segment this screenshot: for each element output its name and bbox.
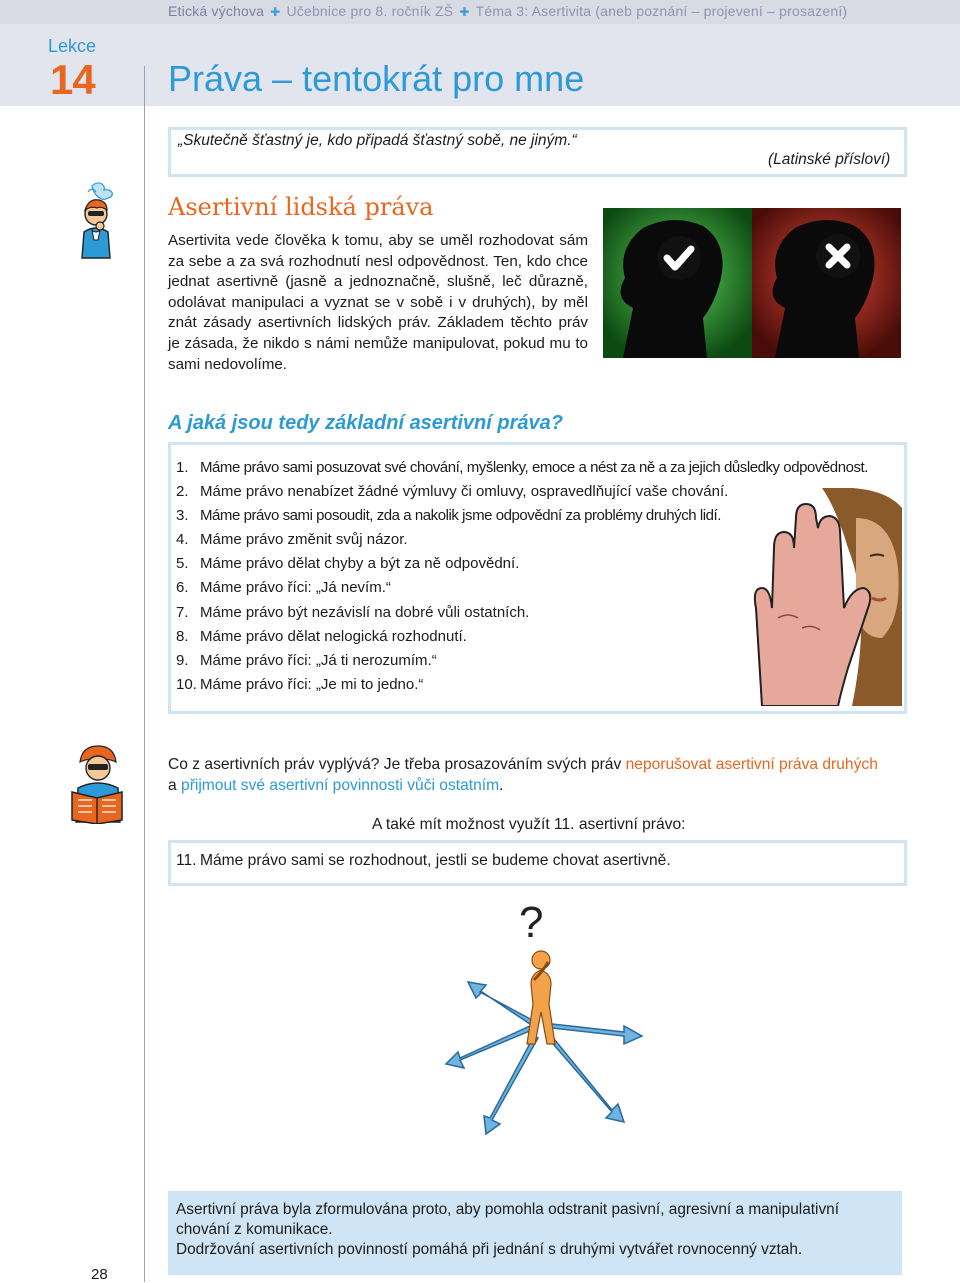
list-item: 3. Máme právo sami posoudit, zda a nakolik jsme odpovědní za problémy druhých lidí. xyxy=(176,507,721,525)
page-number: 28 xyxy=(91,1266,108,1283)
list-item: 9. Máme právo říci: „Já ti nerozumím.“ xyxy=(176,651,437,669)
stop-hand-image xyxy=(752,488,902,706)
section-title: Asertivní lidská práva xyxy=(168,193,434,221)
list-item: 2. Máme právo nenabízet žádné výmluvy či omluvy, ospravedlňující vaše chování. xyxy=(176,483,729,501)
consequences-text: Co z asertivních práv vyplývá? Je třeba prosazováním svých práv neporušovat asertivní práva druhých a přijmout své asertivní povinnosti vůči ostatním. xyxy=(168,756,878,794)
list-item: 10. Máme právo říci: „Je mi to jedno.“ xyxy=(176,675,424,693)
section-paragraph: Asertivita vede člověka k tomu, aby se uměl rozhodovat sám za sebe a za svá rozhodnutí nesl odpovědnost. Ten, kdo chce jednat asertivně (jasně a jednoznačně, slušně, leč důrazně, odolávat manipulaci a vyznat se v sobě i v druhých), by měl znát zásady asertivních lidských práv. Základem těchto práv je zásada, že nikdo s námi nemůže manipulovat, pokud mu to sami nedovolíme. xyxy=(168,232,588,373)
highlight-duties-others: neporušovat asertivní práva druhých xyxy=(625,756,878,773)
question-mark: ? xyxy=(519,898,544,947)
eleventh-right: 11. Máme právo sami se rozhodnout, jestli se budeme chovat asertivně. xyxy=(176,852,671,869)
choice-arrows-figure xyxy=(420,930,670,1140)
arrow-cross-icon: ✚ xyxy=(270,5,281,19)
lesson-number: 14 xyxy=(50,56,95,103)
margin-divider xyxy=(144,66,145,1282)
summary-text xyxy=(176,1200,896,1260)
eleventh-right-intro: A také mít možnost využít 11. asertivní právo: xyxy=(372,816,686,833)
highlight-own-duties: přijmout své asertivní povinnosti vůči ostatním xyxy=(181,777,500,794)
quote-text: „Skutečně šťastný je, kdo připadá šťastný sobě, ne jiným.“ xyxy=(178,132,577,149)
heads-check-cross-image xyxy=(603,208,901,358)
reading-boy-icon xyxy=(66,744,128,824)
quote-source: (Latinské přísloví) xyxy=(768,151,891,168)
list-item: 5. Máme právo dělat chyby a být za ně odpovědní. xyxy=(176,555,520,573)
list-item: 4. Máme právo změnit svůj názor. xyxy=(176,531,408,549)
summary-line-1: Asertivní práva byla zformulována proto, aby pomohla odstranit pasivní, agresivní a manipulativní chování z komunikace. xyxy=(176,1201,839,1238)
lesson-label: Lekce xyxy=(48,36,97,56)
breadcrumb-book: Učebnice pro 8. ročník ZŠ xyxy=(286,3,454,19)
list-item: 8. Máme právo dělat nelogická rozhodnutí. xyxy=(176,627,467,645)
rights-title: A jaká jsou tedy základní asertivní práva? xyxy=(168,412,563,434)
summary-line-2: Dodržování asertivních povinností pomáhá při jednání s druhými vytvářet rovnocenný vztah. xyxy=(176,1241,803,1258)
page-title: Práva – tentokrát pro mne xyxy=(168,58,585,99)
arrow-cross-icon: ✚ xyxy=(459,5,470,19)
list-item: 7. Máme právo být nezávislí na dobré vůli ostatních. xyxy=(176,603,530,621)
breadcrumb-subject: Etická výchova xyxy=(168,3,265,19)
thinking-boy-icon xyxy=(70,180,122,260)
list-item: 6. Máme právo říci: „Já nevím.“ xyxy=(176,579,391,597)
list-item: 1. Máme právo sami posuzovat své chování, myšlenky, emoce a nést za ně a za jejich důsledky odpovědnost. xyxy=(176,459,868,476)
breadcrumb-topic: Téma 3: Asertivita (aneb poznání – projevení – prosazení) xyxy=(475,3,848,19)
breadcrumb xyxy=(168,3,847,19)
